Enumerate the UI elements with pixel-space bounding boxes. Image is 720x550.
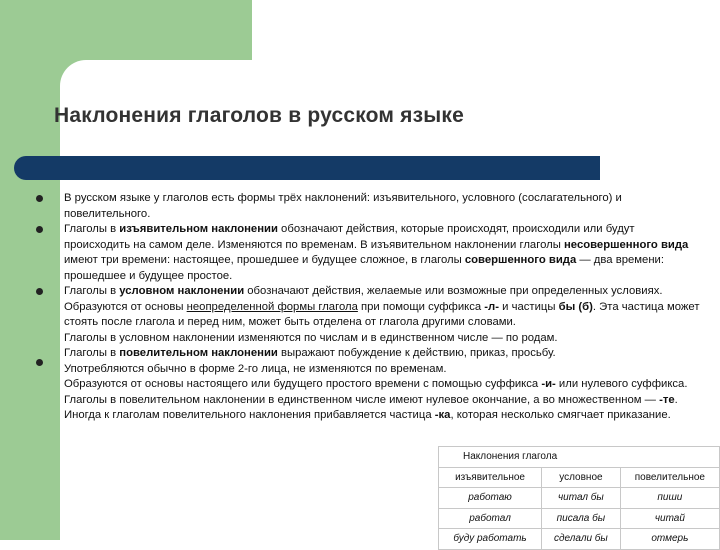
table-cell: отмерь (620, 529, 719, 550)
bullet-icon (36, 226, 43, 233)
paragraph-particle-ka: Иногда к глаголам повелительного наклонения прибавляется частица -ка, которая несколько смягчает приказание. (64, 409, 671, 421)
table-cell: пиши (620, 488, 719, 509)
title-underline-bar (14, 156, 600, 180)
bullet-icon (36, 359, 43, 366)
bullet-icon (36, 195, 43, 202)
table-cell: читай (620, 508, 719, 529)
paragraph-conditional-change: Глаголы в условном наклонении изменяются по числам и в единственном числе — по родам. (64, 331, 558, 344)
moods-table (438, 446, 720, 550)
table-cell: работаю (439, 488, 542, 509)
paragraph-intro: В русском языке у глаголов есть формы трёх наклонений: изъявительного, условного (сослагательного) и повелительного. (64, 192, 622, 220)
table-cell: работал (439, 508, 542, 529)
paragraph-conditional: Глаголы в условном наклонении обозначают действия, желаемые или возможные при определенных условиях. Образуются от основы неопределенной формы глагола при помощи суффикса -л- и частицы бы (б). Эта частица может стоять после глагола и перед ним, может быть отделена от глагола другими словами. (64, 285, 700, 328)
bullet-icon (36, 288, 43, 295)
table-cell: сделали бы (542, 529, 621, 550)
table-row (439, 529, 720, 550)
table-row (439, 488, 720, 509)
link-infinitive[interactable]: неопределенной формы глагола (186, 300, 358, 313)
slide-body (64, 191, 700, 424)
table-header-cell: изъявительное (439, 467, 542, 488)
paragraph-indicative: Глаголы в изъявительном наклонении обозначают действия, которые происходят, происходили или будут происходить на самом деле. Изменяются по временам. В изъявительном наклонении глаголы несовершенного вида имеют три времени: настоящее, прошедшее и будущее сложное, в глаголы совершенного вида — два времени: прошедшее и будущее простое. (64, 223, 689, 282)
slide-title: Наклонения глаголов в русском языке (54, 104, 464, 127)
table-header-row (439, 467, 720, 488)
table-caption-row (439, 447, 720, 468)
table-header-cell: условное (542, 467, 621, 488)
table-cell: читал бы (542, 488, 621, 509)
paragraph-imperative-formation: Образуются от основы настоящего или будущего простого времени с помощью суффикса -и- или нулевого суффикса. Глаголы в повелительном наклонении в единственном числе имеют нулевое окончание, а во множественном — -те. (64, 378, 688, 406)
table-cell: буду работать (439, 529, 542, 550)
table-caption: Наклонения глагола (439, 447, 720, 468)
table-header-cell: повелительное (620, 467, 719, 488)
paragraph-imperative-usage: Употребляются обычно в форме 2-го лица, не изменяются по временам. (64, 362, 447, 375)
table-cell: писала бы (542, 508, 621, 529)
table-row (439, 508, 720, 529)
paragraph-imperative: Глаголы в повелительном наклонении выражают побуждение к действию, приказ, просьбу. (64, 347, 556, 359)
